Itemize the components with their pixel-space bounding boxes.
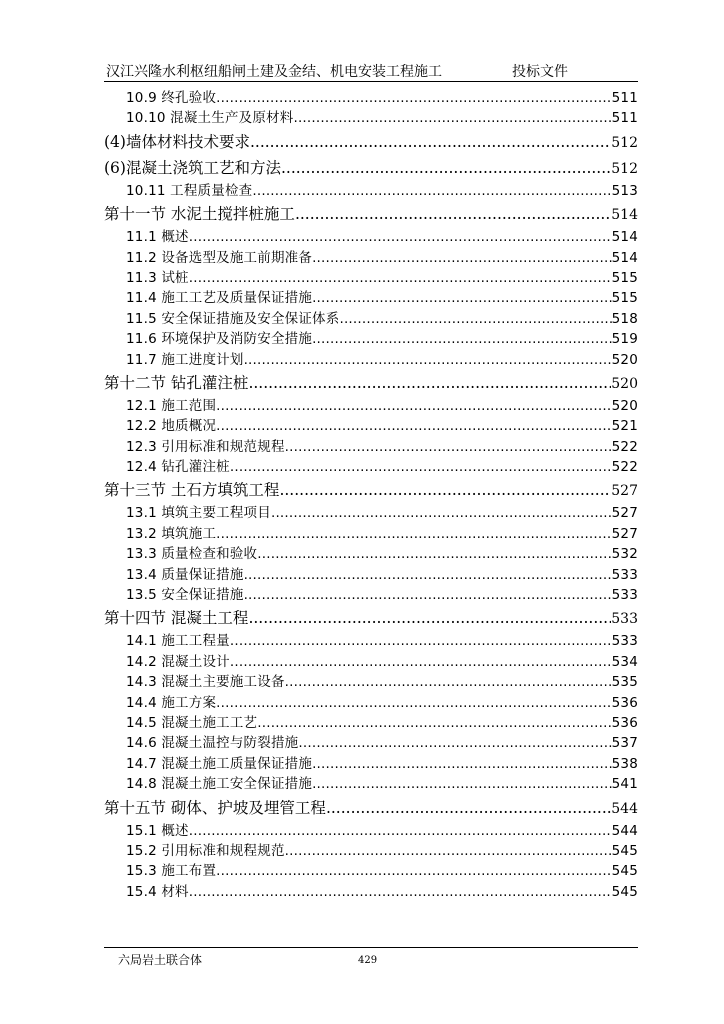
toc-entry-page: 514 <box>611 229 638 246</box>
toc-entry-label: 13.2 填筑施工 <box>126 525 217 542</box>
toc-entry-label: 14.8 混凝土施工安全保证措施 <box>126 776 313 793</box>
dot-leader <box>248 609 611 627</box>
toc-entry-page: 527 <box>611 525 638 542</box>
toc-entry-label: 12.2 地质概况 <box>126 418 217 435</box>
toc-entry-page: 512 <box>611 134 638 151</box>
toc-entry-page: 511 <box>611 90 638 106</box>
toc-subsection-entry <box>104 307 638 327</box>
dot-leader <box>285 674 612 690</box>
dot-leader <box>279 481 611 499</box>
dot-leader <box>339 311 611 327</box>
toc-entry-page: 512 <box>611 160 638 177</box>
dot-leader <box>281 159 611 177</box>
toc-entry-page: 522 <box>611 438 638 455</box>
toc-section-entry <box>104 153 638 179</box>
toc-entry-page: 515 <box>611 269 638 286</box>
toc-entry-label: 10.9 终孔验收 <box>126 90 217 106</box>
toc-subsection-entry <box>104 106 638 126</box>
toc-entry-page: 511 <box>611 110 638 127</box>
table-of-contents <box>104 86 638 900</box>
footer-divider <box>104 947 638 948</box>
toc-entry-label: 14.1 施工工程量 <box>126 633 230 650</box>
toc-entry-label: 14.7 混凝土施工质量保证措施 <box>126 755 313 772</box>
toc-subsection-entry <box>104 414 638 434</box>
toc-entry-label: 12.3 引用标准和规范规程 <box>126 438 285 455</box>
dot-leader <box>230 654 612 670</box>
dot-leader <box>216 863 611 879</box>
dot-leader <box>216 90 611 106</box>
toc-entry-page: 521 <box>611 418 638 435</box>
toc-subsection-entry <box>104 839 638 859</box>
toc-subsection-entry <box>104 501 638 521</box>
toc-subsection-entry <box>104 542 638 562</box>
dot-leader <box>285 439 612 455</box>
dot-leader <box>230 633 612 649</box>
dot-leader <box>295 205 611 223</box>
toc-entry-label: 11.3 试桩 <box>126 269 189 286</box>
toc-subsection-entry <box>104 859 638 879</box>
dot-leader <box>252 183 611 199</box>
toc-entry-label: 13.5 安全保证措施 <box>126 587 244 604</box>
toc-subsection-entry <box>104 563 638 583</box>
toc-entry-label: 11.1 概述 <box>126 229 189 246</box>
toc-subsection-entry <box>104 327 638 347</box>
toc-section-entry <box>104 199 638 225</box>
dot-leader <box>271 505 612 521</box>
footer-page-number: 429 <box>358 955 378 966</box>
toc-entry-page: 544 <box>611 822 638 839</box>
toc-entry-page: 541 <box>611 776 638 793</box>
toc-section-entry <box>104 368 638 394</box>
toc-section-entry <box>104 127 638 153</box>
dot-leader <box>244 587 612 603</box>
toc-entry-page: 532 <box>611 546 638 563</box>
toc-subsection-entry <box>104 691 638 711</box>
toc-subsection-entry <box>104 225 638 245</box>
toc-entry-page: 518 <box>611 310 638 327</box>
toc-entry-label: 14.4 施工方案 <box>126 694 217 711</box>
toc-entry-label: 11.4 施工工艺及质量保证措施 <box>126 290 313 307</box>
toc-entry-label: 14.3 混凝土主要施工设备 <box>126 674 285 691</box>
toc-entry-label: 10.11 工程质量检查 <box>126 182 253 199</box>
toc-entry-label: 15.1 概述 <box>126 822 189 839</box>
toc-subsection-entry <box>104 583 638 603</box>
dot-leader <box>244 567 612 583</box>
project-title: 汉江兴隆水利枢纽船闸土建及金结、机电安装工程施工 <box>106 64 442 80</box>
toc-subsection-entry <box>104 348 638 368</box>
toc-entry-label: 11.7 施工进度计划 <box>126 351 244 368</box>
toc-subsection-entry <box>104 670 638 690</box>
toc-entry-page: 520 <box>611 351 638 368</box>
dot-leader <box>298 735 611 751</box>
toc-entry-page: 538 <box>611 755 638 772</box>
toc-subsection-entry <box>104 286 638 306</box>
toc-entry-label: 12.1 施工范围 <box>126 397 217 414</box>
toc-entry-label: 第十一节 水泥土搅拌桩施工 <box>104 205 295 224</box>
dot-leader <box>216 418 611 434</box>
dot-leader <box>312 756 612 772</box>
toc-entry-label: 第十四节 混凝土工程 <box>104 609 249 628</box>
toc-entry-label: 12.4 钻孔灌注桩 <box>126 459 230 476</box>
toc-subsection-entry <box>104 522 638 542</box>
dot-leader <box>216 526 611 542</box>
toc-entry-page: 520 <box>611 375 638 392</box>
toc-entry-page: 513 <box>611 182 638 199</box>
toc-subsection-entry <box>104 179 638 199</box>
dot-leader <box>285 843 612 859</box>
toc-entry-label: 10.10 混凝土生产及原材料 <box>126 110 294 127</box>
toc-entry-page: 533 <box>611 566 638 583</box>
toc-entry-label: (6)混凝土浇筑工艺和方法 <box>104 158 281 177</box>
toc-subsection-entry <box>104 266 638 286</box>
toc-subsection-entry <box>104 819 638 839</box>
dot-leader <box>293 110 611 126</box>
dot-leader <box>230 459 612 475</box>
toc-entry-page: 533 <box>611 611 638 628</box>
toc-entry-page: 533 <box>611 633 638 650</box>
toc-entry-label: (4)墙体材料技术要求 <box>104 132 250 151</box>
toc-entry-label: 13.1 填筑主要工程项目 <box>126 505 271 522</box>
toc-entry-page: 536 <box>611 694 638 711</box>
dot-leader <box>326 799 611 817</box>
toc-entry-label: 14.5 混凝土施工工艺 <box>126 714 258 731</box>
toc-section-entry <box>104 475 638 501</box>
toc-entry-page: 537 <box>611 735 638 752</box>
dot-leader <box>250 133 611 151</box>
toc-subsection-entry <box>104 731 638 751</box>
dot-leader <box>312 331 612 347</box>
footer-company: 六局岩土联合体 <box>118 953 203 967</box>
toc-subsection-entry <box>104 394 638 414</box>
toc-entry-label: 11.6 环境保护及消防安全措施 <box>126 331 313 348</box>
toc-subsection-entry <box>104 752 638 772</box>
dot-leader <box>312 290 612 306</box>
toc-subsection-entry <box>104 455 638 475</box>
toc-entry-page: 544 <box>611 800 638 817</box>
document-type: 投标文件 <box>512 64 568 80</box>
dot-leader <box>189 270 612 286</box>
toc-entry-page: 545 <box>611 842 638 859</box>
toc-entry-label: 15.3 施工布置 <box>126 863 217 880</box>
toc-entry-label: 11.2 设备选型及施工前期准备 <box>126 249 313 266</box>
page-header <box>104 61 638 82</box>
toc-subsection-entry <box>104 880 638 900</box>
dot-leader <box>312 250 612 266</box>
toc-entry-label: 15.4 材料 <box>126 883 189 900</box>
toc-subsection-entry <box>104 650 638 670</box>
toc-entry-page: 534 <box>611 653 638 670</box>
toc-entry-page: 514 <box>611 207 638 224</box>
toc-entry-page: 535 <box>611 674 638 691</box>
toc-entry-page: 522 <box>611 459 638 476</box>
toc-entry-label: 第十五节 砌体、护坡及埋管工程 <box>104 798 326 817</box>
toc-entry-page: 527 <box>611 483 638 500</box>
toc-entry-label: 11.5 安全保证措施及安全保证体系 <box>126 310 340 327</box>
toc-entry-label: 14.6 混凝土温控与防裂措施 <box>126 735 299 752</box>
toc-entry-page: 515 <box>611 290 638 307</box>
dot-leader <box>257 715 611 731</box>
toc-entry-page: 545 <box>611 883 638 900</box>
toc-entry-page: 520 <box>611 397 638 414</box>
toc-entry-label: 15.2 引用标准和规程规范 <box>126 842 285 859</box>
toc-section-entry <box>104 793 638 819</box>
toc-entry-label: 13.3 质量检查和验收 <box>126 546 258 563</box>
toc-entry-label: 第十二节 钻孔灌注桩 <box>104 373 249 392</box>
dot-leader <box>189 229 612 245</box>
toc-subsection-entry <box>104 435 638 455</box>
toc-subsection-entry <box>104 711 638 731</box>
toc-subsection-entry <box>104 86 638 106</box>
toc-entry-page: 545 <box>611 863 638 880</box>
toc-subsection-entry <box>104 246 638 266</box>
dot-leader <box>257 546 611 562</box>
toc-entry-page: 514 <box>611 249 638 266</box>
toc-entry-page: 533 <box>611 587 638 604</box>
toc-entry-page: 519 <box>611 331 638 348</box>
toc-subsection-entry <box>104 772 638 792</box>
dot-leader <box>248 374 611 392</box>
dot-leader <box>189 884 612 900</box>
dot-leader <box>216 398 611 414</box>
dot-leader <box>312 776 612 792</box>
toc-subsection-entry <box>104 629 638 649</box>
toc-entry-label: 14.2 混凝土设计 <box>126 653 230 670</box>
dot-leader <box>189 823 612 839</box>
dot-leader <box>216 695 611 711</box>
toc-entry-label: 13.4 质量保证措施 <box>126 566 244 583</box>
toc-entry-label: 第十三节 土石方填筑工程 <box>104 481 280 500</box>
toc-entry-page: 536 <box>611 714 638 731</box>
toc-entry-page: 527 <box>611 505 638 522</box>
dot-leader <box>244 352 612 368</box>
toc-section-entry <box>104 603 638 629</box>
